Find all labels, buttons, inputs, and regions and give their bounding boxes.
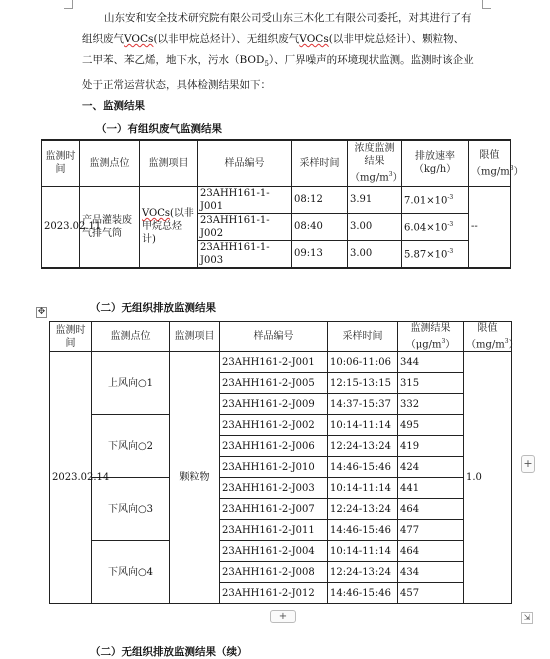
conc-cell: 3.00 (348, 213, 402, 240)
sample-cell: 23AHH161-2-J003 (220, 478, 328, 499)
sample-cell: 23AHH161-2-J001 (220, 352, 328, 373)
header-limit (464, 322, 519, 352)
time-cell: 12:24-13:24 (328, 562, 398, 583)
time-cell: 10:14-11:14 (328, 415, 398, 436)
intro-text: ）、厂界噪声的环境现状监测。监测时该企业 (268, 54, 474, 66)
header-item: 监测项目 (140, 140, 198, 186)
header-time: 采样时间 (292, 140, 348, 186)
time-cell: 14:46-15:46 (328, 583, 398, 604)
section-heading-results: 一、监测结果 (82, 100, 145, 112)
add-column-plus-icon[interactable]: + (521, 455, 535, 473)
point-cell: 下风向○2 (92, 415, 170, 478)
time-cell: 10:14-11:14 (328, 541, 398, 562)
header-result (398, 322, 464, 352)
time-cell: 14:37-15:37 (328, 394, 398, 415)
rate-value: 6.04×10 (404, 222, 448, 234)
voc-term: VOCs (142, 208, 171, 219)
sample-cell: 23AHH161-1-J001 (198, 186, 292, 213)
intro-text: 二甲苯、苯乙烯，地下水，污水（BOD (82, 54, 265, 66)
unit: ） (445, 339, 456, 351)
result-cell: 464 (398, 499, 464, 520)
item-rest: (以非甲烷总烃计) (142, 208, 194, 245)
point-cell: 下风向○4 (92, 541, 170, 604)
result-cell: 464 (398, 541, 464, 562)
sample-cell: 23AHH161-2-J009 (220, 394, 328, 415)
time-cell: 12:15-13:15 (328, 373, 398, 394)
header-rate: 排放速率（kg/h） (402, 140, 469, 186)
unit: （mg/m (350, 172, 389, 184)
unit: ） (392, 172, 403, 184)
rate-cell (402, 240, 469, 268)
crop-mark-top-left (64, 0, 73, 9)
time-cell: 08:40 (292, 213, 348, 240)
voc-term: VOCs (299, 33, 329, 45)
unit-sup: 3 (441, 338, 446, 345)
point-cell: 上风向○1 (92, 352, 170, 415)
conc-cell: 3.00 (348, 240, 402, 268)
header-conc (348, 140, 402, 186)
time-cell: 12:24-13:24 (328, 436, 398, 457)
rate-cell (402, 213, 469, 240)
section-heading-unorganized: （二）无组织排放监测结果 (90, 302, 216, 314)
time-cell: 12:24-13:24 (328, 499, 398, 520)
sample-cell: 23AHH161-2-J011 (220, 520, 328, 541)
time-cell: 10:14-11:14 (328, 478, 398, 499)
item-cell: 颗粒物 (170, 352, 220, 604)
result-cell: 424 (398, 457, 464, 478)
result-cell: 477 (398, 520, 464, 541)
rate-value: 7.01×10 (404, 195, 448, 207)
sample-cell: 23AHH161-2-J006 (220, 436, 328, 457)
header-date: 监测时间 (42, 140, 80, 186)
point-cell: 下风向○3 (92, 478, 170, 541)
sample-cell: 23AHH161-2-J004 (220, 541, 328, 562)
rate-exp: -3 (447, 221, 454, 229)
limit-cell: -- (469, 186, 511, 268)
bod-subscript: 5 (264, 60, 269, 69)
unit: ） (508, 339, 519, 351)
intro-text: (以非甲烷总烃计）、颗粒物、 (328, 33, 465, 45)
header-date: 监测时间 (50, 322, 92, 352)
unit-sup: 3 (388, 171, 393, 179)
header-time: 采样时间 (328, 322, 398, 352)
result-cell: 419 (398, 436, 464, 457)
unorganized-emission-table (49, 321, 519, 604)
unit: ） (513, 165, 524, 177)
result-cell: 344 (398, 352, 464, 373)
header-conc-label: 浓度监测结果 (354, 143, 395, 168)
sample-cell: 23AHH161-2-J012 (220, 583, 328, 604)
header-limit-label: 限值 (477, 323, 498, 334)
table-move-handle-icon[interactable]: ✥ (37, 307, 46, 317)
table-row (50, 352, 512, 373)
intro-line-1: 山东安和安全技术研究院有限公司受山东三木化工有限公司委托，对其进行了有 (104, 12, 472, 24)
header-point: 监测点位 (92, 322, 170, 352)
result-cell: 315 (398, 373, 464, 394)
intro-paragraph (82, 8, 498, 96)
table-row (50, 478, 512, 499)
sample-cell: 23AHH161-2-J005 (220, 373, 328, 394)
limit-cell: 1.0 (464, 352, 512, 604)
time-cell: 08:12 (292, 186, 348, 213)
date-cell: 2023.02.11 (42, 186, 80, 268)
result-cell: 457 (398, 583, 464, 604)
item-cell (140, 186, 198, 268)
result-cell: 495 (398, 415, 464, 436)
time-cell: 10:06-11:06 (328, 352, 398, 373)
table-resize-handle-icon[interactable]: ⇲ (521, 612, 533, 624)
result-cell: 332 (398, 394, 464, 415)
table-row (42, 186, 511, 213)
section-heading-unorganized-continued: （二）无组织排放监测结果（续） (90, 646, 248, 658)
sample-cell: 23AHH161-2-J010 (220, 457, 328, 478)
result-cell: 434 (398, 562, 464, 583)
unit: 监测结果（μg/m (405, 323, 451, 351)
sample-cell: 23AHH161-1-J003 (198, 240, 292, 268)
header-limit-label: 限值 (479, 149, 500, 161)
date-cell: 2023.02.14 (50, 352, 92, 604)
point-cell: 产品灌装废气排气筒 (80, 186, 140, 268)
unit: （mg/m (471, 165, 510, 177)
conc-cell: 3.91 (348, 186, 402, 213)
sample-cell: 23AHH161-2-J002 (220, 415, 328, 436)
intro-text: 组织废气 (82, 33, 124, 45)
time-cell: 14:46-15:46 (328, 457, 398, 478)
sample-cell: 23AHH161-2-J007 (220, 499, 328, 520)
sample-cell: 23AHH161-1-J002 (198, 213, 292, 240)
rate-exp: -3 (447, 194, 454, 202)
time-cell: 14:46-15:46 (328, 520, 398, 541)
voc-term: VOCs (124, 33, 154, 45)
result-cell: 441 (398, 478, 464, 499)
table-row (50, 541, 512, 562)
table-row (50, 415, 512, 436)
unit-sup: 3 (504, 338, 509, 345)
section-heading-organized: （一）有组织废气监测结果 (96, 123, 222, 135)
unit-sup: 3 (509, 164, 514, 172)
intro-line-4: 处于正常运营状态，具体检测结果如下： (82, 79, 271, 92)
add-row-plus-icon[interactable]: + (270, 610, 296, 623)
rate-value: 5.87×10 (404, 249, 448, 261)
unit: （mg/m (466, 339, 505, 351)
header-point: 监测点位 (80, 140, 140, 186)
header-sample: 样品编号 (220, 322, 328, 352)
rate-exp: -3 (447, 248, 454, 256)
organized-emission-table (41, 139, 524, 269)
header-item: 监测项目 (170, 322, 220, 352)
intro-text: (以非甲烷总烃计）、无组织废气 (153, 33, 300, 45)
sample-cell: 23AHH161-2-J008 (220, 562, 328, 583)
time-cell: 09:13 (292, 240, 348, 268)
rate-cell (402, 186, 469, 213)
header-sample: 样品编号 (198, 140, 292, 186)
header-limit (469, 140, 524, 186)
